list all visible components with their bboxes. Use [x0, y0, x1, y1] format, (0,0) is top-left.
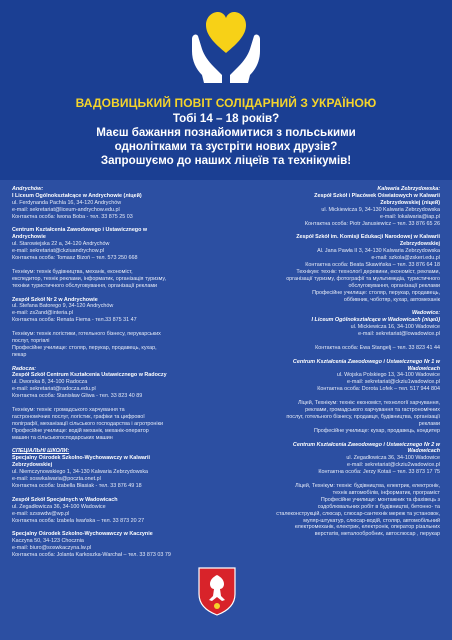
school-programs: Технікум: технік логістики, готельного бізнесу, перукарських	[12, 331, 161, 338]
school-email: e-mail: szsswdw@wp.pl	[12, 510, 70, 517]
school-name: Zespół Szkół Specjalnych w Wadowicach	[12, 496, 118, 503]
school-programs: Технікум: технік: технологї деревини, економіст, реклами,	[296, 268, 440, 275]
school-contact: Контактна особа: Izabela Iwańska – тел. 33 873 20 27	[12, 517, 145, 524]
school-programs: сталеконструкцій, слюсар, слюсар-сантехнік мереж та установок,	[276, 510, 440, 517]
school-name: Zebrzydowskiej	[12, 462, 53, 469]
school-programs: технік автомобілів, інформатик, програміст	[332, 489, 440, 496]
school-name: Zebrzydowskiej	[399, 241, 440, 248]
school-contact: Контактна особа: Beata Skawińska – тел. 33 876 64 18	[305, 261, 440, 268]
school-name: Zespół Szkół Centrum Kształcenia Ustawicznego w Radoczy	[12, 372, 167, 379]
school-contact: Контактна особа: Renata Fiema - тел.33 875 31 47	[12, 317, 137, 324]
school-programs: Ліцей, Технікум: технік: економіст, технології харчування,	[297, 400, 440, 407]
school-programs: експедитор, технік реклами, інформатик, організація туризму,	[12, 275, 167, 282]
school-programs: оздоблювальних робіт в будівництві, бетонно- та	[317, 503, 440, 510]
school-email: e-mail: lokalwaria@iap.pl	[380, 213, 440, 220]
headline-line-4: Запрошуємо до наших ліцеїв та технікумів!	[100, 154, 352, 167]
school-programs: послуг, готельного бізнесу, продавця, будівництва, організації	[286, 413, 440, 420]
special-schools-heading: СПЕЦІАЛЬНІ ШКОЛИ:	[12, 448, 70, 455]
left-column	[12, 186, 222, 559]
school-programs: Технікум: технік будівництва, механік, економіст,	[12, 268, 133, 275]
school-contact: Контактна особа: Ewa Stangelj – тел. 33 823 41 44	[315, 344, 440, 351]
school-email: e-mail: sekretariat@ckziu1wadowice.pl	[347, 379, 440, 386]
school-email: e-mail: biuro@soswkaczyna.lw.pl	[12, 545, 92, 552]
school-programs: Професійне училище: водій механік, механік-оператор	[12, 427, 149, 434]
school-address: ul. Dworska 8, 34-100 Radocza	[12, 379, 88, 386]
school-address: ul. Mickiewicza 9, 34-130 Kalwaria Zebrzydowska	[321, 206, 440, 213]
school-name: Zespół Szkół i Placówek Oświatowych w Kalwarii	[314, 192, 440, 199]
school-address: ul. Wojska Polskiego 13, 34-100 Wadowice	[336, 372, 440, 379]
city-heading: Kalwaria Zebrzydowska:	[377, 186, 440, 192]
school-name: I Liceum Ogólnokształcące w Wadowicach (ліцей)	[311, 317, 440, 324]
school-address: Kaczyna 50, 34-123 Chocznia	[12, 538, 84, 545]
wadowice-county-coat-of-arms	[197, 566, 237, 616]
school-programs: реклами	[418, 420, 440, 427]
school-address: ul. Zegadłowicza 36, 34-100 Wadowice	[346, 455, 440, 462]
school-programs: машин та сільськогосподарських машин	[12, 434, 113, 441]
school-contact: Контактна особа: Iwona Boba - тел. 33 875 25 03	[12, 213, 133, 220]
school-programs: Професійне училище: столяр, перукар, продавець, кухар,	[12, 344, 157, 351]
school-name: Centrum Kształcenia Zawodowego i Ustawicznego w	[12, 227, 148, 234]
school-email: e-mail: zs2and@interia.pl	[12, 310, 73, 317]
school-programs: Професійне училище: монтажник та фахівець з	[320, 496, 440, 503]
page-title: ВАДОВИЦЬКИЙ ПОВІТ СОЛІДАРНИЙ З УКРАЇНОЮ	[75, 96, 377, 110]
school-email: e-mail: sekretariat@radocza.edu.pl	[12, 386, 96, 393]
school-address: ul. Ferdynanda Pachla 16, 34-120 Andrychów	[12, 199, 122, 206]
school-email: e-mail: sekretariat@ckziu2wadowice.pl	[347, 462, 440, 469]
school-name: Specjalny Ośrodek Szkolno-Wychowawczy w Kaczynie	[12, 531, 153, 538]
school-programs: Професійне училище: столяр, перукар, продавець,	[312, 289, 440, 296]
city-heading: Wadowice:	[411, 310, 440, 317]
school-programs: Професійне училище: кухар, продавець, кондитер	[313, 427, 440, 434]
school-address: ul. Niemczynowskiego 1, 34-130 Kalwaria Zebrzydowska	[12, 469, 149, 476]
headline-line-1: Тобі 14 – 18 років?	[172, 112, 280, 125]
school-name: Wadowicach	[407, 365, 440, 372]
school-name: I Liceum Ogólnokształcące w Andrychowie (ліцей)	[12, 192, 142, 199]
school-programs: обслуговування, організації реклами	[348, 282, 440, 289]
school-name: Andrychowie	[12, 234, 46, 241]
city-heading: Radocza:	[12, 365, 36, 372]
school-programs: оббивник, чоботяр, кухар, автомеханік	[343, 296, 440, 303]
school-email: e-mail: soswkalwaria@poczta.onet.pl	[12, 476, 101, 483]
school-email: e-mail: sekretariat@ckziuandrychow.pl	[12, 248, 105, 255]
school-programs: Технікум: технік: громадського харчування та	[12, 407, 125, 413]
city-heading: Andrychów:	[12, 186, 44, 192]
school-programs: послуг, торгівлі	[12, 337, 50, 344]
school-name: Centrum Kształcenia Zawodowego i Ustawicznego Nr 2 w	[292, 441, 440, 448]
school-programs: гастрономічних послуг, логістик, графіки та цифрової	[12, 413, 145, 420]
headline-line-2: Маєш бажання познайомитися з польськими	[96, 126, 356, 139]
school-email: e-mail: sekretariat@liceum-andrychow.edu.pl	[12, 206, 120, 213]
school-contact: Контактна особа: Jerzy Kotaś – тел. 33 873 17 75	[318, 469, 440, 476]
school-address: ul. Starowiejska 22 a, 34-120 Andrychów	[12, 241, 110, 248]
school-name: Wadowicach	[407, 448, 440, 455]
school-name: Zebrzydowskiej (ліцей)	[380, 199, 440, 206]
school-contact: Контактна особа: Jolanta Karkoszka-Warchał – тел. 33 873 03 79	[12, 552, 171, 559]
school-programs: поліграфії, механізації сільського господарства і агротроніки	[12, 420, 163, 427]
school-name: Zespół Szkół Nr 2 w Andrychowie	[12, 296, 98, 303]
headline-line-3: однолітками та зустріти нових друзів?	[114, 140, 338, 153]
school-programs: Ліцей, Технікум: технік: будівництва, електрик, електронік,	[295, 482, 440, 489]
school-programs: верстатів, металообробник, автослюсар , перукар	[314, 531, 440, 538]
school-contact: Контактна особа: Piotr Janusiewicz – тел. 33 876 65 26	[304, 220, 440, 227]
school-contact: Контактна особа: Tomasz Bizoń – тел. 573 250 668	[12, 255, 138, 262]
school-programs: пекар	[12, 351, 27, 358]
school-programs: реклами, громадського харчування та гастрономічних	[305, 407, 440, 413]
school-address: ul. Stefana Batorego 9, 34-120 Andrychów	[12, 303, 114, 310]
school-programs: організації туризму, фотографії та мультимедіа, туристичного	[286, 275, 440, 282]
school-address: ul. Mickiewicza 16, 34-100 Wadowice	[350, 324, 440, 331]
school-programs: муляр-штукатур, слюсар-водій, столяр, автомобільний	[303, 517, 440, 524]
school-email: e-mail: szkola@zskeri.edu.pl	[371, 255, 440, 262]
school-name: Specjalny Ośrodek Szkolno-Wychowawczy w Kalwarii	[12, 455, 151, 462]
school-contact: Контактна особа: Dorota Lofek – тел. 517 944 804	[317, 386, 440, 393]
school-contact: Контактна особа: Izabella Błasiak - тел. 33 876 49 18	[12, 482, 142, 489]
school-contact: Контактна особа: Stanisław Gliwa - тел. 33 823 40 89	[12, 393, 143, 400]
school-programs: техніки туристичного обслуговування, організації реклами	[12, 282, 158, 289]
school-name: Centrum Kształcenia Zawodowego i Ustawicznego Nr 1 w	[292, 358, 440, 365]
hands-with-heart-icon	[184, 5, 268, 85]
school-name: Zespół Szkół im. Komisji Edukacji Narodowej w Kalwarii	[296, 234, 440, 241]
school-address: ul. Zegadłowicza 36, 34-100 Wadowice	[12, 503, 106, 510]
school-address: Al. Jana Pawła II 3, 34-130 Kalwaria Zebrzydowska	[317, 248, 440, 255]
right-column	[220, 186, 440, 538]
school-email: e-mail: sekretariat@lowadowice.pl	[358, 331, 440, 338]
school-programs: електромеханік, електрик, електронік, оператор різальних	[294, 524, 440, 531]
